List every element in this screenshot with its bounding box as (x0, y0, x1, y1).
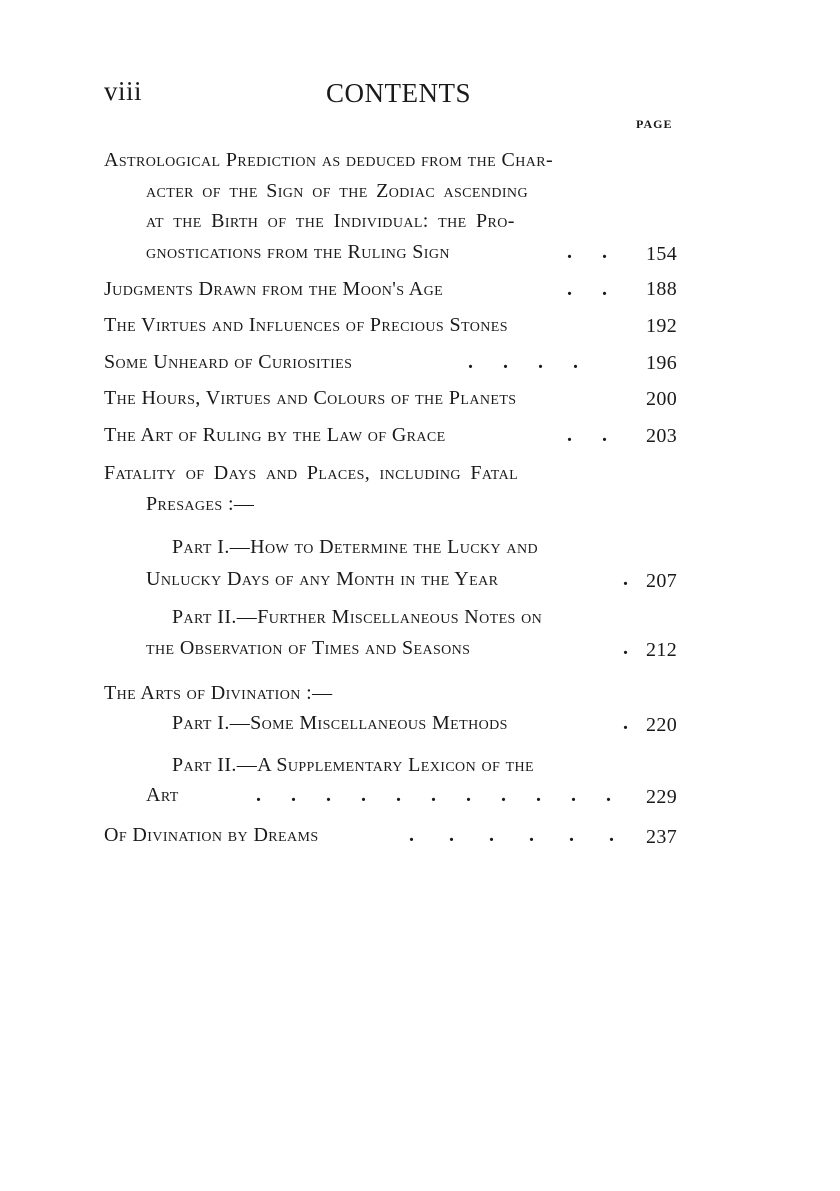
toc-line: Astrological Prediction as deduced from the Char- (104, 149, 554, 171)
toc-page-number: 237 (646, 826, 678, 848)
toc-line: The Arts of Divination :— (104, 682, 333, 704)
leader-dots: . (623, 568, 628, 590)
toc-page-number: 203 (646, 425, 678, 447)
toc-line: gnostications from the Ruling Sign (146, 241, 450, 263)
leader-dots: . (623, 712, 628, 734)
toc-line: Unlucky Days of any Month in the Year (146, 568, 499, 590)
leader-dots: . . (567, 424, 607, 446)
toc-line: Part II.—A Supplementary Lexicon of the (172, 754, 534, 776)
toc-line: at the Birth of the Individual: the Pro- (146, 210, 515, 232)
toc-page-number: 220 (646, 714, 678, 736)
toc-line: Part II.—Further Miscellaneous Notes on (172, 606, 543, 628)
toc-line: Part I.—How to Determine the Lucky and (172, 536, 538, 558)
toc-page-number: 188 (646, 278, 678, 300)
leader-dots: . . (567, 278, 607, 300)
toc-line: Art (146, 784, 179, 806)
toc-page-number: 192 (646, 315, 678, 337)
toc-line: The Hours, Virtues and Colours of the Planets (104, 387, 517, 409)
toc-line: Part I.—Some Miscellaneous Methods (172, 712, 508, 734)
toc-line: Judgments Drawn from the Moon's Age (104, 278, 444, 300)
page-column-label: PAGE (636, 117, 673, 131)
toc-line: The Art of Ruling by the Law of Grace (104, 424, 446, 446)
toc-line: Fatality of Days and Places, including Fatal (104, 462, 519, 484)
toc-line: The Virtues and Influences of Precious Stones (104, 314, 508, 336)
toc-line: Some Unheard of Curiosities (104, 351, 353, 373)
running-head: CONTENTS (326, 78, 471, 108)
leader-dots: . (623, 637, 628, 659)
leader-dots: . . . . . . (409, 824, 614, 846)
page-number: viii (104, 76, 143, 106)
leader-dots: . . (567, 241, 607, 263)
leader-dots: . . . . (468, 351, 578, 373)
toc-line: acter of the Sign of the Zodiac ascending (146, 180, 528, 202)
toc-line: Presages :— (146, 493, 255, 515)
leader-dots: . . . . . . . . . . . (256, 784, 611, 806)
toc-page-number: 207 (646, 570, 678, 592)
toc-page-number: 154 (646, 243, 678, 265)
toc-page-number: 196 (646, 352, 678, 374)
toc-line: the Observation of Times and Seasons (146, 637, 471, 659)
toc-page-number: 229 (646, 786, 678, 808)
toc-page-number: 200 (646, 388, 678, 410)
toc-line: Of Divination by Dreams (104, 824, 319, 846)
toc-page-number: 212 (646, 639, 678, 661)
